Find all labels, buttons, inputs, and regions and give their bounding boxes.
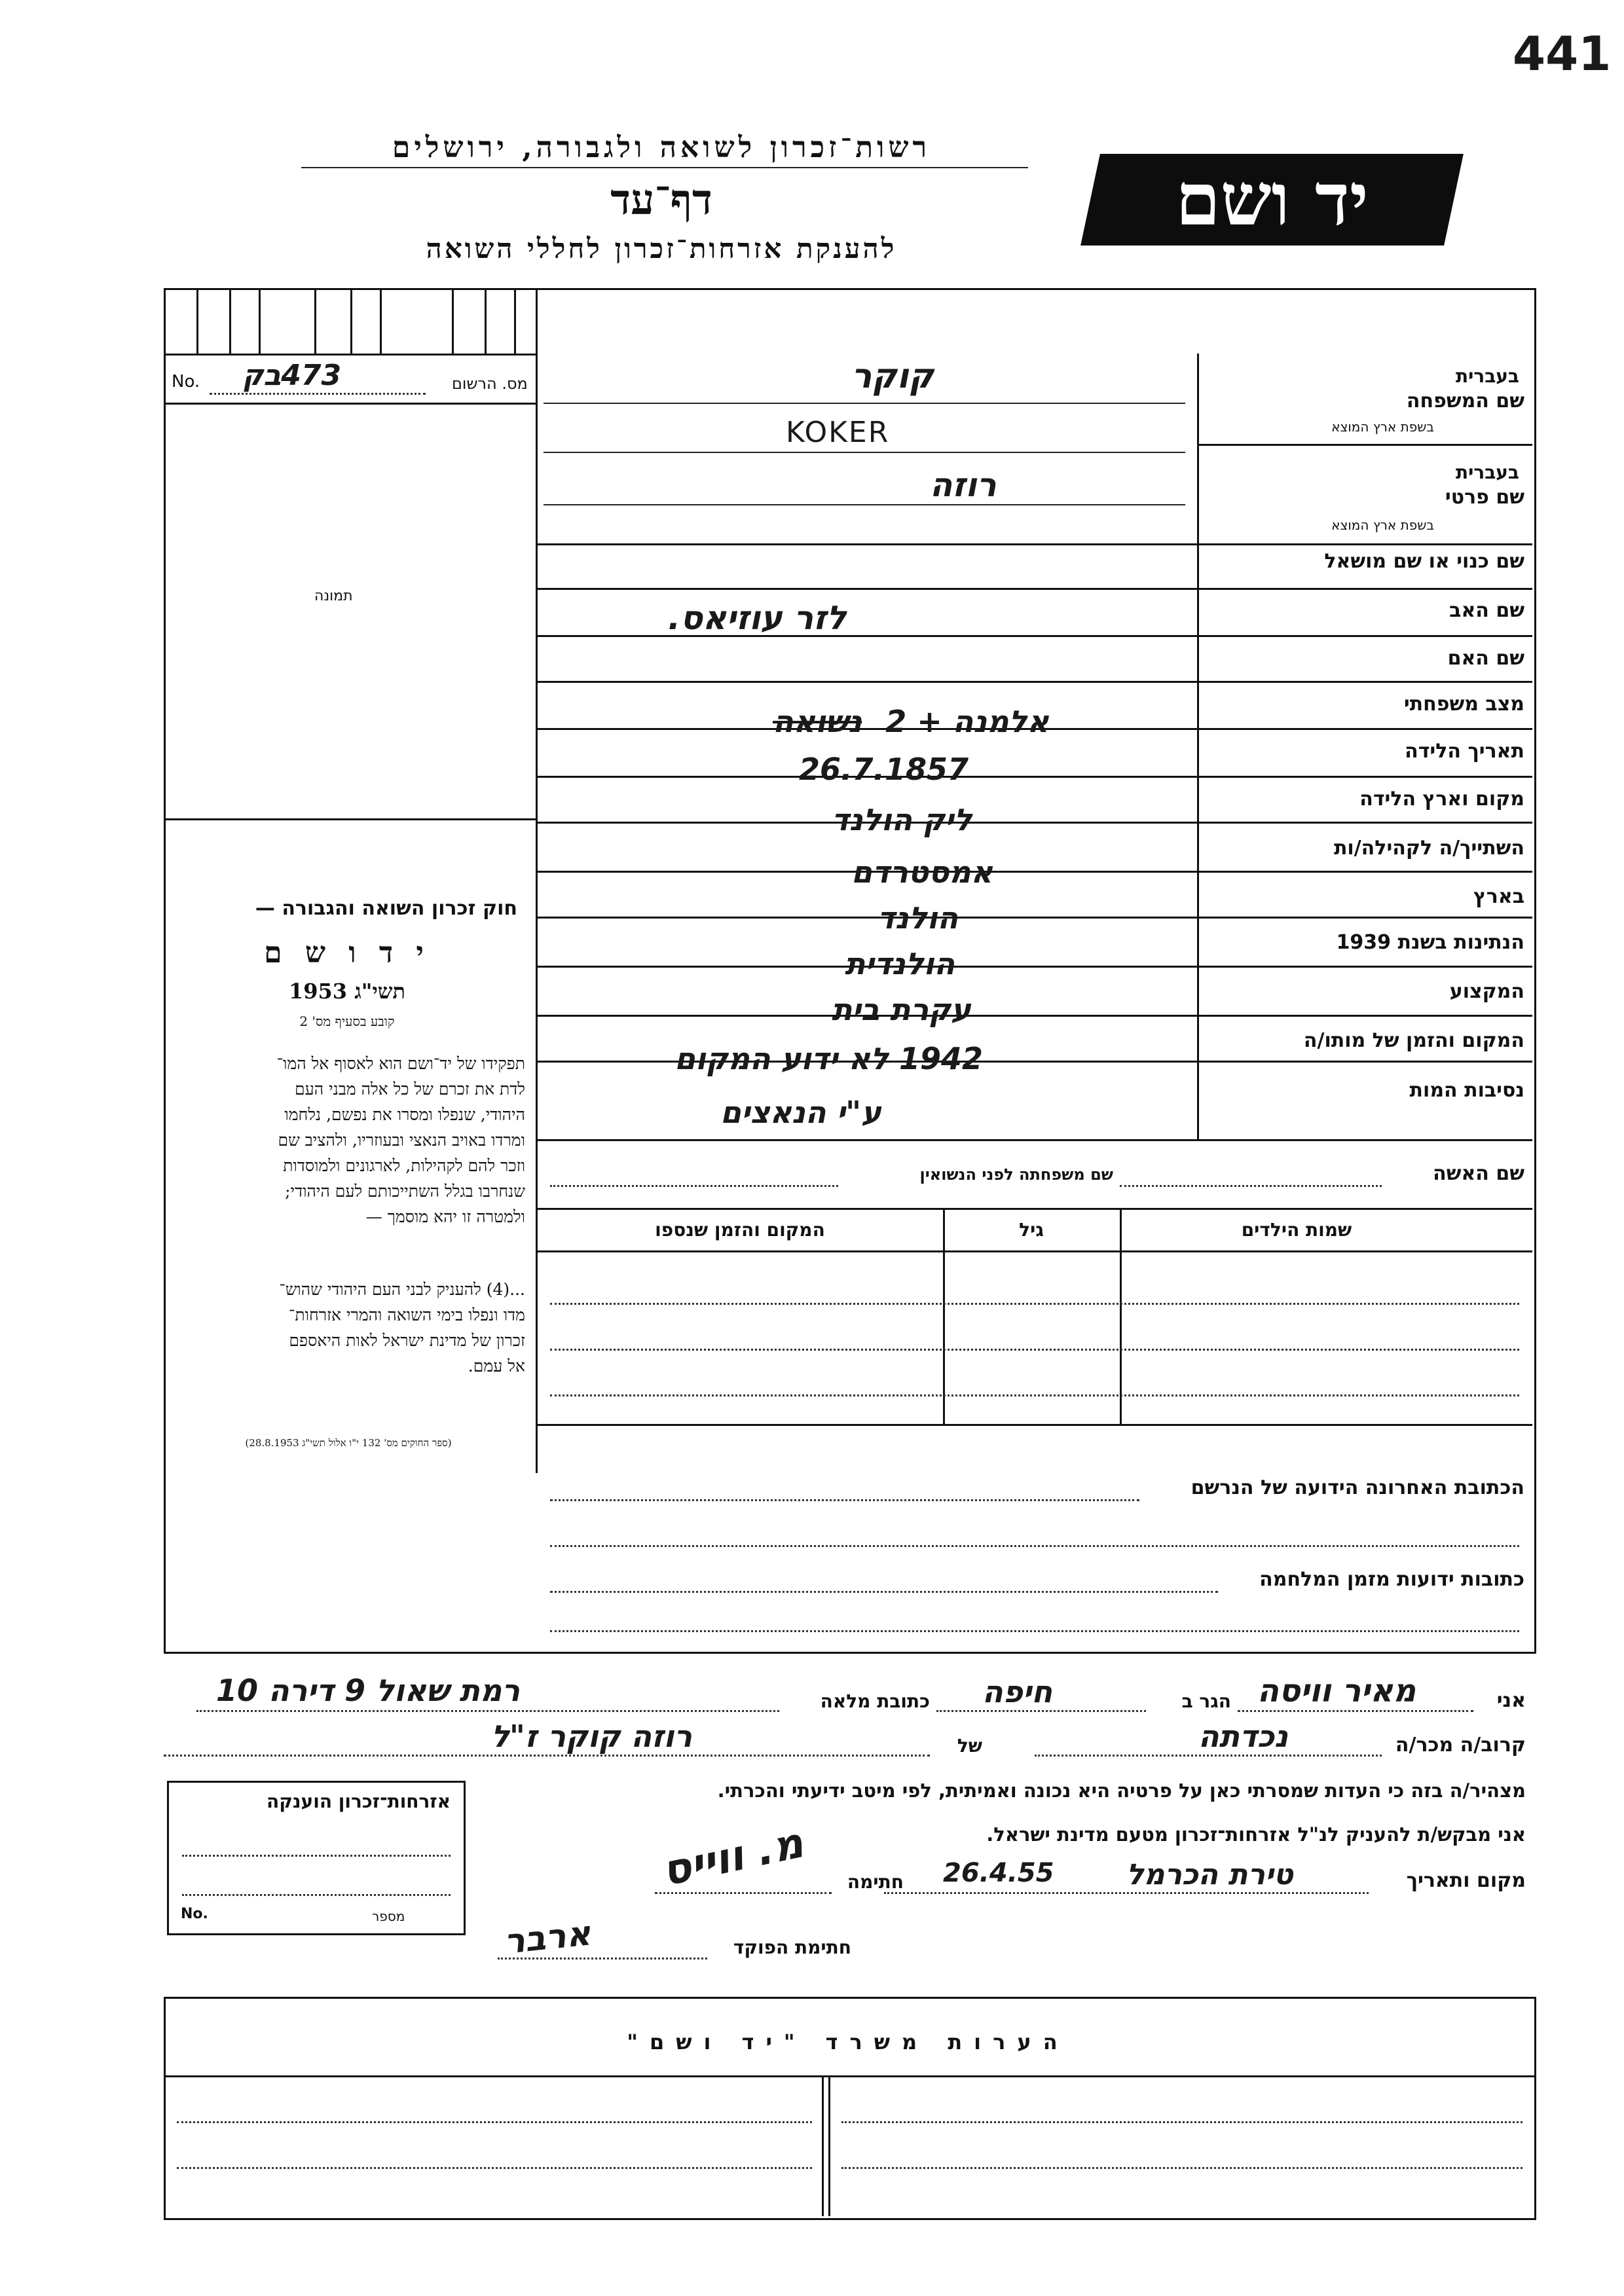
- row-divider: [1197, 444, 1532, 446]
- remarks-dots[interactable]: [177, 2167, 812, 2169]
- i-label: אני: [1496, 1689, 1526, 1712]
- birth-date-value[interactable]: 26.7.1857: [799, 752, 969, 787]
- citizenship-label: הנתינות בשנת 1939: [1336, 931, 1524, 954]
- of-label: של: [957, 1735, 982, 1757]
- logo-text: יד ושם: [1175, 157, 1369, 242]
- children-table-top: [536, 1208, 1532, 1210]
- tick: [259, 288, 261, 354]
- remarks-divider: [828, 2075, 830, 2216]
- mother-name-label: שם האם: [1447, 647, 1524, 670]
- row-divider: [536, 1015, 1532, 1017]
- table-row[interactable]: [550, 1303, 1519, 1305]
- father-name-label: שם האב: [1449, 599, 1524, 622]
- law-paragraph-2: [172, 1277, 525, 1379]
- marital-status-struck: נשואה: [773, 704, 862, 739]
- left-column-divider: [536, 288, 538, 1473]
- children-place-time-header: המקום והזמן שנספו: [655, 1219, 825, 1241]
- tick: [514, 288, 516, 354]
- row-divider: [536, 966, 1532, 968]
- place-value[interactable]: טירת הכרמל: [1126, 1858, 1293, 1891]
- relation-value[interactable]: נכדתה: [1198, 1719, 1288, 1754]
- row-divider: [536, 588, 1532, 590]
- place-date-dots[interactable]: [884, 1892, 1369, 1894]
- remarks-divider: [822, 2075, 824, 2216]
- country-value[interactable]: הולנד: [877, 900, 959, 936]
- place-date-label: מקום ותאריך: [1406, 1869, 1526, 1892]
- nickname-label: שם כנוי או שם מושאל: [1324, 550, 1524, 573]
- relation-dots[interactable]: [1035, 1755, 1382, 1757]
- last-address-dots-2[interactable]: [550, 1545, 1519, 1547]
- children-table-bottom: [536, 1424, 1532, 1426]
- wartime-address-dots[interactable]: [550, 1591, 1218, 1593]
- law-p1-line: שנחרבו בגלל השתייכותם לעם היהודי;: [285, 1182, 525, 1201]
- date-value[interactable]: 26.4.55: [943, 1858, 1054, 1888]
- address-dots[interactable]: [196, 1710, 779, 1712]
- law-citation: (ספר החוקים מס' 132 י"ו אלול תשי"ג 28.8.1953): [245, 1437, 452, 1449]
- row-divider: [536, 871, 1532, 873]
- law-name: י ד ו ש ם: [264, 936, 430, 970]
- remarks-title: הערות משרד "יד ושם": [627, 2030, 1069, 2054]
- death-circumstances-value[interactable]: ע"י הנאצים: [720, 1095, 881, 1130]
- law-p2-line: מדו ונפלו בימי השואה והמרי אזרחות־: [288, 1305, 525, 1324]
- tick: [452, 288, 454, 354]
- law-p1-line: וזכר להם לקהילות, לארגונים ולמוסדות: [283, 1156, 525, 1175]
- death-place-time-label: המקום והזמן של מותו/ה: [1303, 1029, 1524, 1052]
- city-dots[interactable]: [936, 1710, 1146, 1712]
- marital-status-value[interactable]: [773, 704, 1049, 739]
- value-rule: [544, 403, 1185, 404]
- law-p2-line: אל עמם.: [468, 1357, 525, 1376]
- law-p2-line: ...(4) להעניק לבני העם היהודי שהוש־: [279, 1280, 525, 1299]
- tick: [196, 288, 198, 354]
- death-circumstances-label: נסיבות המות: [1409, 1079, 1524, 1102]
- grant-box-title: אזרחות־זכרון הוענקה: [267, 1791, 451, 1812]
- declarant-signature[interactable]: מ. ווייס: [657, 1819, 808, 1896]
- authority-title: רשות־זכרון לשואה ולגבורה, ירושלים: [392, 131, 931, 164]
- spouse-label: שם האשה: [1433, 1162, 1524, 1185]
- law-p1-line: היהודי, שנפלו ומסרו את נפשם, נלחמו: [284, 1105, 525, 1124]
- wartime-address-dots-2[interactable]: [550, 1630, 1519, 1632]
- father-name-value[interactable]: לזר עוזיאס.: [668, 599, 847, 637]
- children-col-divider: [943, 1208, 945, 1424]
- request-text: אני מבקש/ת להעניק לנ"ל אזרחות־זכרון מטעם מדינת ישראל.: [986, 1823, 1526, 1846]
- tick: [229, 288, 231, 354]
- tick-strip-bottom: [164, 354, 537, 355]
- family-name-in-hebrew-label: בעברית: [1455, 365, 1519, 387]
- last-address-dots[interactable]: [550, 1499, 1139, 1501]
- remarks-header-rule: [164, 2075, 1534, 2077]
- maiden-name-dots[interactable]: [550, 1185, 838, 1187]
- row-divider: [536, 822, 1532, 824]
- yad-vashem-logo: [1080, 154, 1464, 246]
- reg-no-dots: [210, 393, 426, 395]
- form-title: דף־עד: [610, 175, 712, 225]
- officer-signature[interactable]: ארבר: [502, 1914, 593, 1962]
- maiden-name-label: שם משפחתה לפני הנשואין: [919, 1165, 1113, 1184]
- family-name-label: שם המשפחה: [1406, 390, 1524, 412]
- tick: [314, 288, 316, 354]
- grant-box-dots[interactable]: [182, 1855, 451, 1857]
- remarks-dots[interactable]: [841, 2121, 1522, 2123]
- full-address-label: כתובת מלאה: [820, 1690, 930, 1712]
- law-p1-line: לדת את זכרם של כל אלה מבני העם: [295, 1080, 525, 1099]
- community-label: השתייך/ה לקהילה/ות: [1333, 837, 1524, 860]
- law-paragraph-1: [172, 1051, 525, 1230]
- lives-in-label: הגר ב: [1181, 1690, 1231, 1712]
- law-p1-line: ולמטרה זו יהא מוסמך —: [365, 1207, 525, 1226]
- authority-underline: [301, 167, 1028, 168]
- last-address-label: הכתובת האחרונה הידועה של הנרשם: [1190, 1476, 1524, 1499]
- row-divider: [536, 917, 1532, 919]
- tick: [380, 288, 382, 354]
- law-section: קובע בסעיף מס' 2: [299, 1013, 395, 1029]
- children-age-header: גיל: [1019, 1219, 1044, 1241]
- reg-row-bottom: [164, 403, 537, 405]
- country-label: בארץ: [1473, 885, 1524, 908]
- value-rule: [544, 504, 1185, 505]
- grant-box-dots[interactable]: [182, 1894, 451, 1896]
- family-name-origin-value[interactable]: KOKER: [786, 416, 890, 449]
- city-value[interactable]: חיפה: [982, 1674, 1053, 1709]
- declarant-name-value[interactable]: מאיר וויסה: [1257, 1673, 1416, 1709]
- page-number: 441: [1513, 26, 1612, 81]
- first-name-hebrew-value[interactable]: רוזה: [930, 466, 997, 504]
- children-header-rule: [536, 1250, 1532, 1252]
- reg-no-value[interactable]: 473בק: [242, 359, 342, 392]
- first-name-in-hebrew-label: בעברית: [1455, 462, 1519, 483]
- remarks-dots[interactable]: [841, 2167, 1522, 2169]
- value-rule: [544, 452, 1185, 453]
- relative-label: קרוב/ה מכר/ה: [1395, 1734, 1526, 1757]
- address-value[interactable]: רמת שאול 9 דירה 10: [216, 1673, 520, 1708]
- form-subtitle: להענקת אזרחות־זכרון לחללי השואה: [426, 232, 897, 264]
- law-p1-line: ומרדו באויב הנאצי ובעוזריו, ולהציב שם: [278, 1131, 525, 1150]
- profession-value[interactable]: עקרת בית: [832, 992, 971, 1027]
- wartime-address-label: כתובות ידועות מזמן המלחמה: [1259, 1568, 1524, 1591]
- birth-date-label: תאריך הלידה: [1405, 740, 1524, 763]
- law-p2-line: זכרון של מדינת ישראל לאות היאספם: [289, 1331, 525, 1350]
- profession-label: המקצוע: [1449, 980, 1524, 1003]
- law-p1-line: תפקידו של יד־ושם הוא לאסוף אל המו־: [276, 1054, 525, 1073]
- first-name-label: שם פרטי: [1445, 486, 1524, 509]
- marital-status-label: מצב משפחתי: [1403, 693, 1524, 716]
- children-col-divider: [1120, 1208, 1122, 1424]
- grant-number-label: מספר: [372, 1908, 405, 1924]
- tick: [350, 288, 352, 354]
- marital-status-value[interactable]: אלמנה + 2: [885, 704, 1049, 739]
- law-title: חוק זכרון השואה והגבורה —: [255, 897, 517, 920]
- row-divider: [536, 681, 1532, 683]
- citizenship-value[interactable]: הולנדית: [845, 946, 955, 981]
- children-names-header: שמות הילדים: [1241, 1219, 1352, 1241]
- tick: [485, 288, 487, 354]
- of-name-dots[interactable]: [164, 1755, 930, 1757]
- table-row[interactable]: [550, 1394, 1519, 1396]
- reg-no-label: No.: [172, 372, 200, 392]
- of-name-value[interactable]: רוזה קוקר ז"ל: [491, 1719, 692, 1754]
- signature-label: חתימה: [847, 1871, 904, 1893]
- labels-column-divider: [1197, 354, 1199, 1139]
- birth-place-label: מקום וארץ הלידה: [1359, 788, 1524, 811]
- spouse-dots[interactable]: [1120, 1185, 1382, 1187]
- table-row[interactable]: [550, 1349, 1519, 1351]
- remarks-dots[interactable]: [177, 2121, 812, 2123]
- declarant-name-dots[interactable]: [1238, 1710, 1473, 1712]
- community-value[interactable]: אמסטרדם: [851, 854, 993, 890]
- declaration-text: מצהיר/ה בזה כי העדות שמסרתי כאן על פרטיה היא נכונה ואמיתית, לפי מיטב ידיעתי והכרתי.: [717, 1779, 1526, 1802]
- family-name-hebrew-value[interactable]: קוקר: [851, 357, 934, 396]
- law-year: תשי"ג 1953: [289, 979, 405, 1004]
- grant-box: [167, 1781, 466, 1935]
- death-place-time-value[interactable]: 1942 לא ידוע המקום: [674, 1041, 983, 1076]
- grant-no-label: No.: [181, 1906, 208, 1922]
- row-divider: [536, 543, 1532, 545]
- photo-label: תמונה: [314, 588, 353, 604]
- first-name-origin-label: בשפת ארץ המוצא: [1331, 517, 1434, 533]
- photo-box-bottom: [164, 818, 537, 820]
- row-divider: [536, 776, 1532, 778]
- reg-label: מס. הרשום: [452, 374, 528, 393]
- officer-signature-label: חתימת הפוקד: [733, 1937, 851, 1958]
- birth-place-value[interactable]: ליק הולנד: [832, 802, 972, 837]
- family-name-origin-label: בשפת ארץ המוצא: [1331, 419, 1434, 435]
- row-divider: [536, 1139, 1532, 1141]
